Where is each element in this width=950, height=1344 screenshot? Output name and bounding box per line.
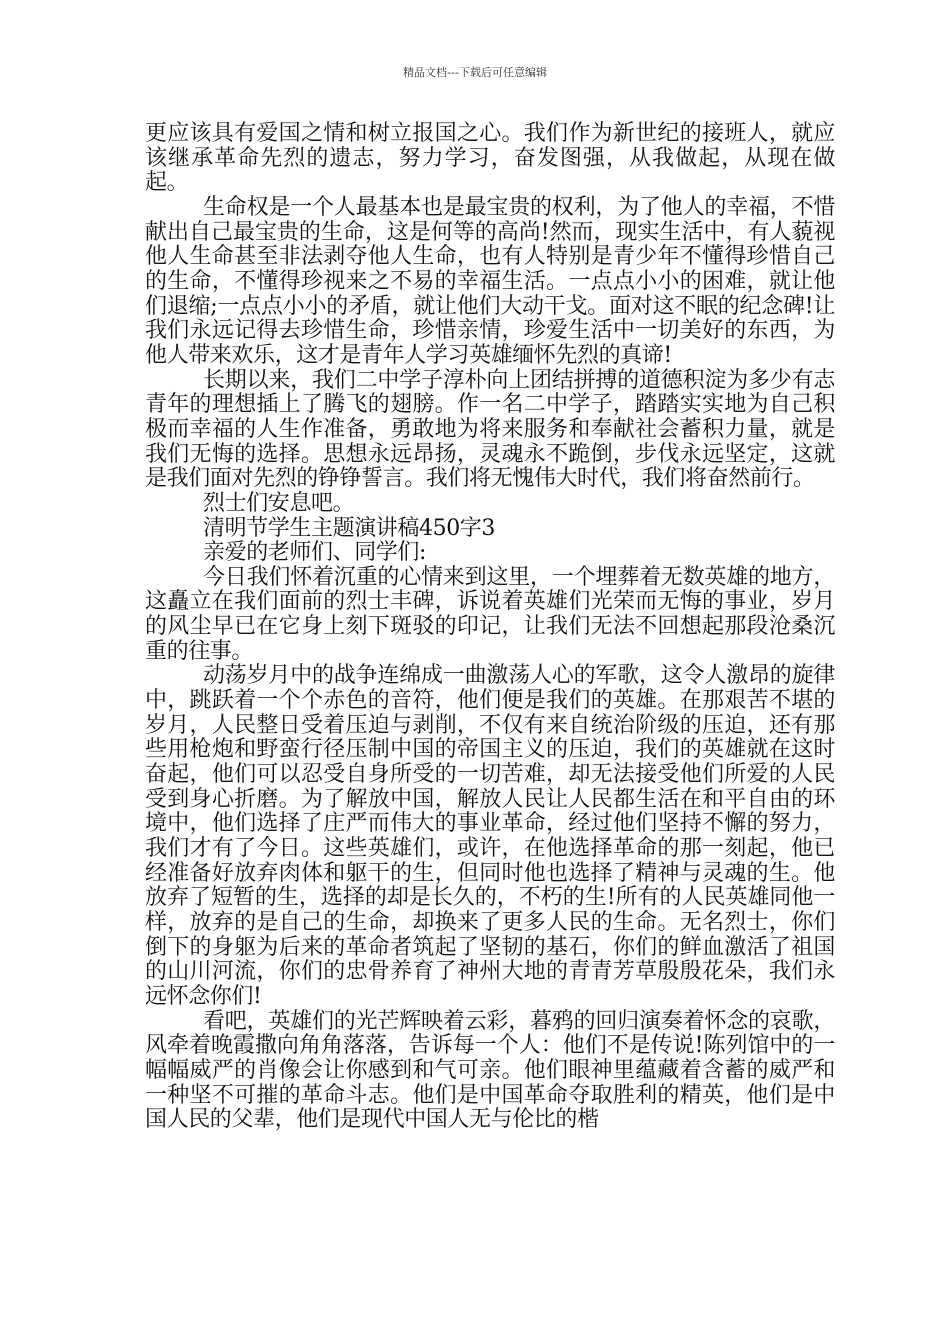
page-header: 精品文档---下载后可任意编辑 <box>403 66 547 79</box>
document-body <box>145 122 835 1133</box>
salutation: 亲爱的老师们、同学们: <box>203 540 427 566</box>
section-title: 清明节学生主题演讲稿450字3 <box>203 515 495 541</box>
paragraph: 看吧，英雄们的光芒辉映着云彩，暮鸦的回归演奏着怀念的哀歌，风牵着晚霞撒向角角落落，告诉每一个人：他们不是传说!陈列馆中的一幅幅威严的肖像会让你感到和气可亲。他们眼神里蕴藏着含蓄的威严和一种坚不可摧的革命斗志。他们是中国革命夺取胜利的精英，他们是中国人民的父辈，他们是现代中国人无与伦比的楷 <box>145 1008 835 1133</box>
paragraph: 动荡岁月中的战争连绵成一曲激荡人心的军歌，这令人激昂的旋律中，跳跃着一个个赤色的音符，他们便是我们的英雄。在那艰苦不堪的岁月，人民整日受着压迫与剥削，不仅有来自统治阶级的压迫，还有那些用枪炮和野蛮行径压制中国的帝国主义的压迫，我们的英雄就在这时奋起，他们可以忍受自身所受的一切苦难，却无法接受他们所爱的人民受到身心折磨。为了解放中国，解放人民让人民都生活在和平自由的环境中，他们选择了庄严而伟大的事业革命，经过他们坚持不懈的努力，我们才有了今日。这些英雄们，或许，在他选择革命的那一刻起，他已经准备好放弃肉体和躯干的生，但同时他也选择了精神与灵魂的生。他放弃了短暂的生，选择的却是长久的，不朽的生!所有的人民英雄同他一样，放弃的是自己的生命，却换来了更多人民的生命。无名烈士，你们倒下的身躯为后来的革命者筑起了坚韧的基石，你们的鲜血激活了祖国的山川河流，你们的忠骨养育了神州大地的青青芳草殷殷花朵，我们永远怀念你们! <box>145 663 835 1009</box>
paragraph-continuation: 更应该具有爱国之情和树立报国之心。我们作为新世纪的接班人，就应该继承革命先烈的遗志，努力学习，奋发图强，从我做起，从现在做起。 <box>145 121 835 196</box>
paragraph: 生命权是一个人最基本也是最宝贵的权利，为了他人的幸福，不惜献出自己最宝贵的生命，这是何等的高尚!然而，现实生活中，有人藐视他人生命甚至非法剥夺他人生命，也有人特别是青少年不懂得珍惜自己的生命，不懂得珍视来之不易的幸福生活。一点点小小的困难，就让他们退缩;一点点小小的矛盾，就让他们大动干戈。面对这不眠的纪念碑!让我们永远记得去珍惜生命，珍惜亲情，珍爱生活中一切美好的东西，为他人带来欢乐，这才是青年人学习英雄缅怀先烈的真谛! <box>145 194 835 368</box>
paragraph: 今日我们怀着沉重的心情来到这里，一个埋葬着无数英雄的地方，这矗立在我们面前的烈士丰碑，诉说着英雄们光荣而无悔的事业，岁月的风尘早已在它身上刻下斑驳的印记，让我们无法不回想起那段沧桑沉重的往事。 <box>145 564 835 664</box>
paragraph: 长期以来，我们二中学子淳朴向上团结拼搏的道德积淀为多少有志青年的理想插上了腾飞的翅膀。作一名二中学子，踏踏实实地为自己积极而幸福的人生作准备，勇敢地为将来服务和奉献社会蓄积力量，就是我们无悔的选择。思想永远昂扬，灵魂永不跪倒，步伐永远坚定，这就是我们面对先烈的铮铮誓言。我们将无愧伟大时代，我们将奋然前行。 <box>145 367 835 492</box>
paragraph-closing-line: 烈士们安息吧。 <box>203 490 355 516</box>
